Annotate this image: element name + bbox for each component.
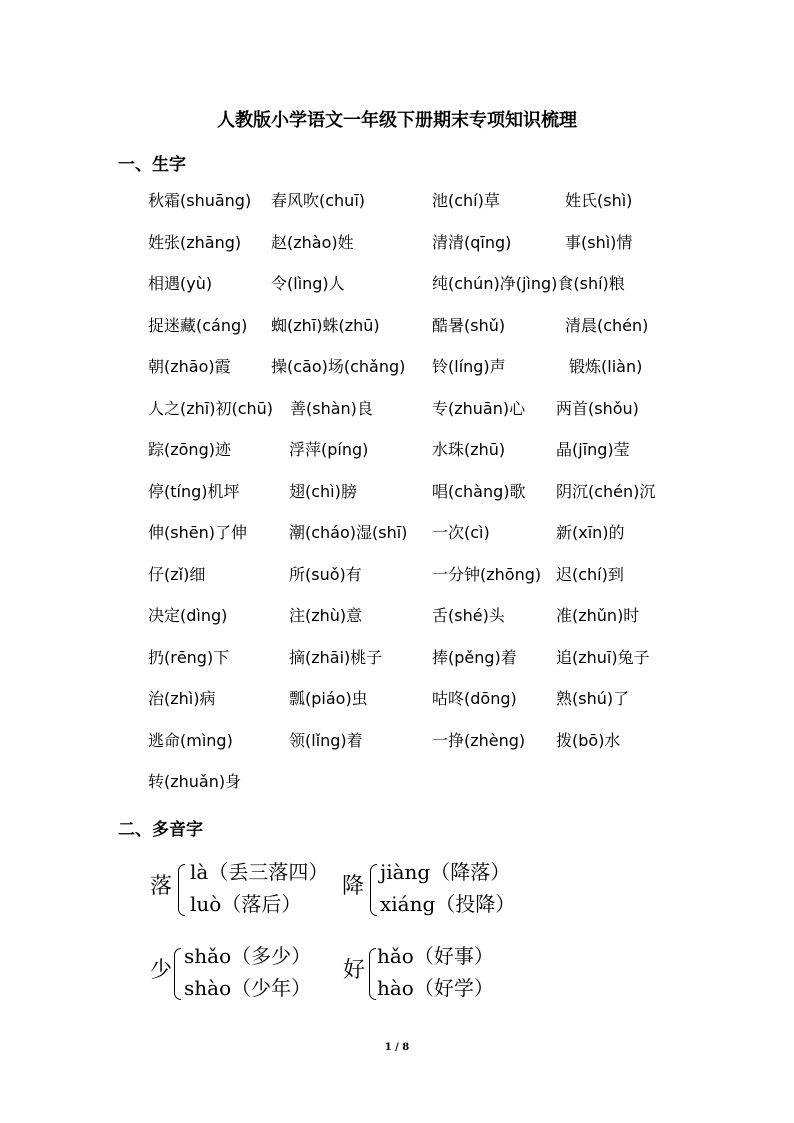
reading: shǎo（多少） <box>184 944 312 968</box>
reading: jiàng（降落） <box>380 860 511 884</box>
character-entry: 令(lìng)人 <box>271 274 345 293</box>
character-entry: 相遇(yù) <box>148 274 213 293</box>
reading: hào（好学） <box>377 976 494 1000</box>
character-entry: 注(zhù)意 <box>289 606 363 625</box>
character-entry: 酷暑(shǔ) <box>432 315 506 335</box>
polyphonic-char: 少 <box>150 958 173 983</box>
character-entry: 迟(chí)到 <box>556 564 624 584</box>
character-entry: 决定(dìng) <box>148 606 228 625</box>
reading: shào（少年） <box>184 976 312 1000</box>
character-entry: 扔(rēng)下 <box>148 647 230 667</box>
character-entry: 潮(cháo)湿(shī) <box>289 523 408 542</box>
character-entry: 伸(shēn)了伸 <box>148 523 247 542</box>
character-entry: 一分钟(zhōng) <box>432 564 542 584</box>
character-entry: 浮萍(píng) <box>289 440 369 459</box>
character-entry: 一挣(zhèng) <box>432 730 526 750</box>
character-entry: 熟(shú)了 <box>556 689 630 708</box>
character-entry: 捉迷藏(cáng) <box>148 315 248 335</box>
character-entry: 两首(shǒu) <box>556 398 639 418</box>
brace <box>174 948 181 1000</box>
character-entry: 专(zhuān)心 <box>432 398 526 418</box>
character-entry: 拨(bō)水 <box>556 730 621 750</box>
character-entry: 朝(zhāo)霞 <box>148 357 231 376</box>
polyphonic-char: 降 <box>342 874 365 899</box>
character-entry: 秋霜(shuāng) <box>148 191 252 210</box>
character-entry: 仔(zǐ)细 <box>148 564 206 584</box>
character-entry: 领(lǐng)着 <box>289 730 363 750</box>
polyphonic-char: 好 <box>343 958 366 983</box>
character-entry: 清清(qīng) <box>432 232 512 252</box>
character-entry: 清晨(chén) <box>565 315 649 335</box>
character-entry: 摘(zhāi)桃子 <box>289 647 383 667</box>
character-entry: 瓢(piáo)虫 <box>289 689 368 708</box>
brace <box>369 948 376 1000</box>
character-entry: 姓氏(shì) <box>565 191 633 210</box>
character-entry: 阴沉(chén)沉 <box>556 481 656 501</box>
character-entry: 唱(chàng)歌 <box>432 481 526 501</box>
character-entry: 蜘(zhī)蛛(zhū) <box>271 315 380 335</box>
character-entry: 咕咚(dōng) <box>432 689 517 708</box>
character-entry: 善(shàn)良 <box>290 398 373 418</box>
character-entry: 人之(zhī)初(chū) <box>148 398 274 418</box>
character-entry: 治(zhì)病 <box>148 689 216 708</box>
section-heading-characters: 一、生字 <box>118 155 186 175</box>
character-entry: 转(zhuǎn)身 <box>148 772 242 791</box>
character-entry: 池(chí)草 <box>432 191 500 210</box>
page-number: 1 / 8 <box>384 1042 410 1053</box>
character-entry: 逃命(mìng) <box>148 730 233 750</box>
reading: luò（落后） <box>190 892 302 916</box>
character-entry: 准(zhǔn)时 <box>556 606 640 625</box>
character-entry: 春风吹(chuī) <box>271 191 366 210</box>
character-entry: 追(zhuī)兔子 <box>556 647 650 667</box>
character-entry: 晶(jīng)莹 <box>556 440 630 459</box>
character-entry: 所(suǒ)有 <box>289 564 362 584</box>
section-heading-polyphonic: 二、多音字 <box>118 820 203 840</box>
brace <box>178 864 185 916</box>
character-entry: 舌(shé)头 <box>432 606 505 625</box>
brace <box>370 864 377 916</box>
character-entry: 翅(chì)膀 <box>289 481 357 501</box>
character-entry: 踪(zōng)迹 <box>148 440 231 459</box>
character-entry: 铃(líng)声 <box>432 357 506 376</box>
polyphonic-char: 落 <box>150 874 173 899</box>
character-entry: 操(cāo)场(chǎng) <box>271 357 406 376</box>
character-entry: 赵(zhào)姓 <box>271 232 354 252</box>
character-entry: 捧(pěng)着 <box>432 647 517 667</box>
character-entry: 锻炼(liàn) <box>569 357 643 376</box>
character-entry: 事(shì)情 <box>565 232 633 252</box>
reading: là（丢三落四） <box>190 860 329 884</box>
reading: xiáng（投降） <box>380 892 516 916</box>
character-entry: 停(tíng)机坪 <box>148 481 240 501</box>
character-entry: 新(xīn)的 <box>556 523 625 542</box>
reading: hǎo（好事） <box>377 944 494 968</box>
character-entry: 姓张(zhāng) <box>148 232 242 252</box>
character-entry: 一次(cì) <box>432 523 490 542</box>
character-entry: 纯(chún)净(jìng)食(shí)粮 <box>432 274 625 293</box>
page-title: 人教版小学语文一年级下册期末专项知识梳理 <box>217 110 577 131</box>
character-entry: 水珠(zhū) <box>432 440 506 459</box>
